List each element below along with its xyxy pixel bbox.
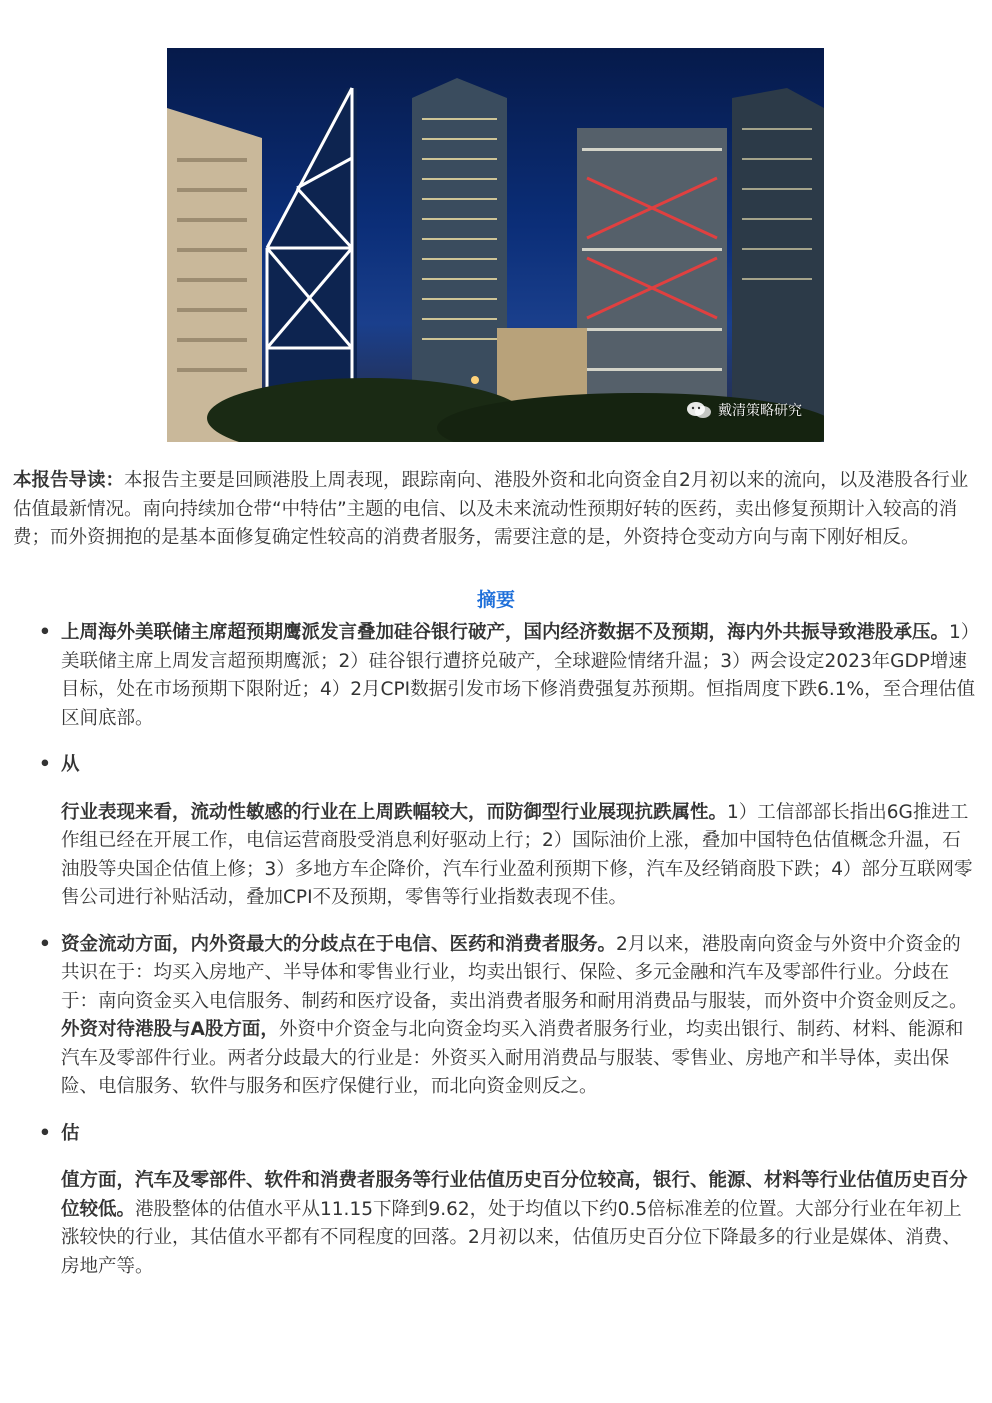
watermark (686, 400, 802, 420)
point-bold: 上周海外美联储主席超预期鹰派发言叠加硅谷银行破产，国内经济数据不及预期，海内外共振导致港股承压。 (61, 622, 950, 643)
report-intro (13, 467, 978, 553)
point-bold: 行业表现来看，流动性敏感的行业在上周跌幅较大，而防御型行业展现抗跌属性。 (61, 801, 728, 823)
point-bold: 值方面，汽车及零部件、软件和消费者服务等行业估值历史百分位较高，银行、能源、材料等行业估值历史百分位较低。 (61, 1170, 968, 1220)
spacer (61, 913, 976, 931)
point-text: 1）工信部部长指出6G推进工作组已经在开展工作，电信运营商股受消息利好驱动上行；2）国际油价上涨，叠加中国特色估值概念升温，石油股等央国企估值上修；3）多地方车企降价，汽车行业盈利预期下修，汽车及经销商股下跌；4）部分互联网零售公司进行补贴活动，叠加CPI不及预期，零售等行业指数表现不佳。 (61, 801, 973, 908)
watermark-text: 戴清策略研究 (718, 403, 802, 419)
summary-title: 摘要 (476, 589, 515, 611)
point-bold: 资金流动方面，内外资最大的分歧点在于电信、医药和消费者服务。 (61, 933, 617, 955)
skyline-illustration (167, 48, 824, 442)
hero-photo (167, 48, 824, 442)
point-body (61, 799, 976, 913)
list-item (39, 619, 976, 733)
spacer (61, 1102, 976, 1120)
list-item (39, 751, 976, 913)
point-bold-2: 外资对待港股与A股方面， (61, 1019, 279, 1040)
intro-label: 本报告导读： (13, 470, 125, 491)
point-text: 1）美联储主席上周发言超预期鹰派；2）硅谷银行遭挤兑破产，全球避险情绪升温；3）两会设定2023年GDP增速目标，处在市场预期下限附近；4）2月CPI数据引发市场下修消费强复苏预期。恒指周度下跌6.1%，至合理估值区间底部。 (61, 622, 976, 729)
point-body (61, 1167, 976, 1281)
bullet: • (39, 1122, 51, 1144)
bullet: • (39, 622, 51, 643)
point-text: 2月以来，港股南向资金与外资中介资金的共识在于：均买入房地产、半导体和零售业行业，均卖出银行、保险、多元金融和汽车及零部件行业。分歧在于：南向资金买入电信服务、制药和医疗设备，卖出消费者服务和耐用消费品与服装，而外资中介资金则反之。 (61, 933, 968, 1012)
point-text: 港股整体的估值水平从11.15下降到9.62，处于均值以下约0.5倍标准差的位置。大部分行业在年初上涨较快的行业，其估值水平都有不同程度的回落。2月初以来，估值历史百分位下降最多的行业是媒体、消费、房地产等。 (61, 1198, 962, 1277)
spacer (61, 733, 976, 751)
bullet: • (39, 933, 51, 955)
point-text-2: 外资中介资金与北向资金均买入消费者服务行业，均卖出银行、制药、材料、能源和汽车及零部件行业。两者分歧最大的行业是：外资买入耐用消费品与服装、零售业、房地产和半导体，卖出保险、电信服务、软件与服务和医疗保健行业，而北向资金则反之。 (61, 1019, 964, 1097)
intro-text: 本报告主要是回顾港股上周表现，跟踪南向、港股外资和北向资金自2月初以来的流向，以及港股各行业估值最新情况。南向持续加仓带“中特估”主题的电信、以及未来流动性预期好转的医药，卖出修复预期计入较高的消费；而外资拥抱的是基本面修复确定性较高的消费者服务，需要注意的是，外资持仓变动方向与南下刚好相反。 (13, 470, 969, 548)
summary-list (0, 619, 992, 1281)
bullet: • (39, 754, 51, 775)
point-head: 从 (61, 754, 80, 775)
list-item (39, 931, 976, 1102)
wechat-icon (686, 400, 712, 420)
list-item (39, 1120, 976, 1282)
point-head: 估 (61, 1122, 80, 1144)
